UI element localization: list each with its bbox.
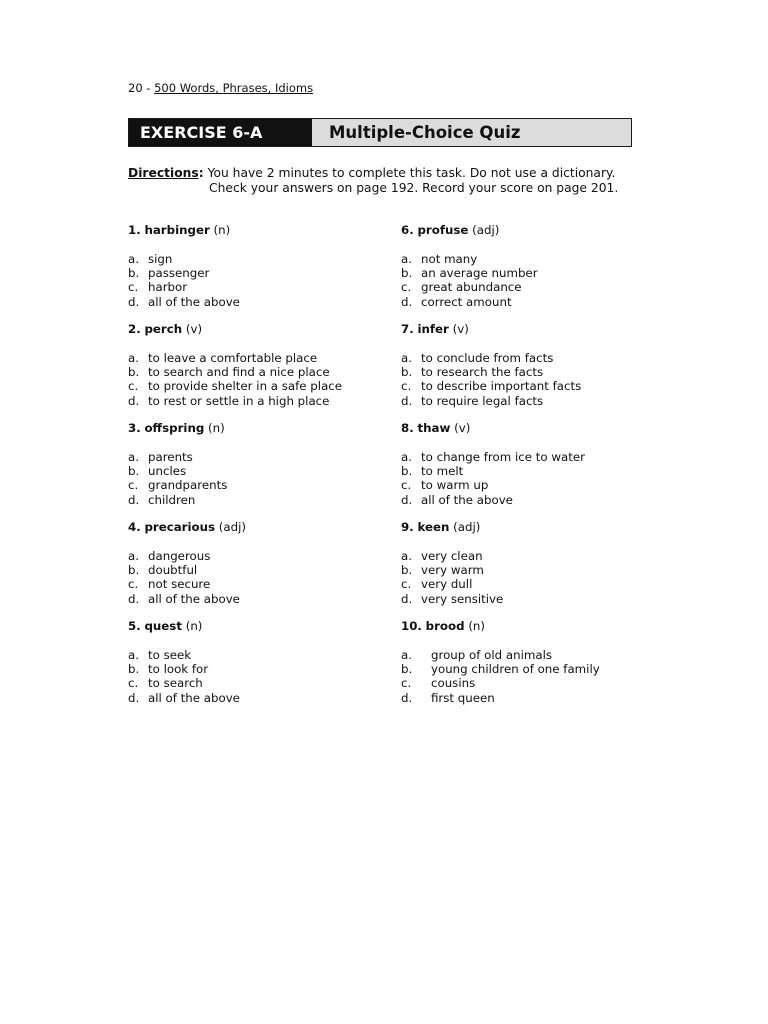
option-list [128, 549, 388, 606]
question-heading [128, 321, 388, 337]
option-letter: c. [128, 379, 139, 394]
option-text: to seek [148, 648, 192, 662]
question [128, 321, 388, 420]
option-letter: c. [401, 676, 412, 691]
question-number: 10. [401, 619, 422, 633]
option-letter: a. [401, 351, 412, 365]
option-text: sign [148, 252, 173, 266]
question-word: infer [417, 322, 449, 336]
option-text: first queen [431, 690, 495, 705]
answer-option [128, 450, 388, 464]
answer-option [128, 295, 388, 309]
option-list [128, 351, 388, 408]
question-heading [401, 519, 661, 535]
option-text: all of the above [421, 492, 513, 507]
option-letter: a. [401, 252, 412, 266]
option-list [401, 549, 661, 606]
answer-option [128, 379, 388, 393]
option-letter: d. [128, 294, 140, 309]
option-letter: d. [401, 591, 413, 606]
answer-option [401, 351, 661, 365]
option-text: an average number [421, 266, 538, 281]
option-list [128, 252, 388, 309]
answer-option [401, 691, 661, 705]
directions-line2: Check your answers on page 192. Record your score on page 201. [209, 181, 619, 195]
answer-option [401, 592, 661, 606]
book-title: 500 Words, Phrases, Idioms [154, 81, 314, 95]
option-text: to warm up [421, 478, 489, 493]
right-column [401, 222, 661, 717]
option-letter: c. [401, 379, 412, 394]
answer-option [128, 464, 388, 478]
running-head [128, 81, 313, 95]
answer-option [128, 478, 388, 492]
directions-colon: : [198, 166, 204, 180]
answer-option [401, 549, 661, 563]
answer-option [401, 280, 661, 294]
option-letter: b. [401, 662, 413, 677]
page-number: 20 - [128, 81, 155, 95]
option-list [128, 450, 388, 507]
answer-option [401, 676, 661, 690]
option-text: great abundance [421, 280, 522, 295]
part-of-speech: (v) [448, 322, 469, 336]
answer-option [128, 280, 388, 294]
option-letter: d. [128, 393, 140, 408]
option-letter: c. [128, 478, 139, 493]
option-letter: b. [401, 563, 413, 578]
option-text: to research the facts [421, 365, 544, 380]
answer-option [401, 493, 661, 507]
option-list [401, 450, 661, 507]
option-letter: a. [128, 450, 139, 464]
question-word: perch [144, 322, 183, 336]
answer-option [128, 662, 388, 676]
question [128, 420, 388, 519]
option-text: all of the above [148, 690, 240, 705]
question-word: brood [425, 619, 465, 633]
part-of-speech: (n) [181, 619, 203, 633]
option-text: to provide shelter in a safe place [148, 379, 343, 394]
answer-option [401, 478, 661, 492]
option-letter: c. [401, 577, 412, 592]
answer-option [401, 379, 661, 393]
answer-option [401, 648, 661, 662]
option-text: grandparents [148, 478, 228, 493]
option-text: to search and find a nice place [148, 365, 330, 380]
part-of-speech: (v) [182, 322, 203, 336]
part-of-speech: (adj) [468, 223, 500, 237]
option-letter: c. [401, 478, 412, 493]
answer-option [401, 266, 661, 280]
answer-option [401, 295, 661, 309]
answer-option [128, 577, 388, 591]
question-number: 4. [128, 520, 141, 534]
answer-option [128, 691, 388, 705]
option-text: young children of one family [431, 662, 600, 677]
option-letter: c. [128, 280, 139, 295]
option-letter: b. [128, 266, 140, 281]
question-number: 5. [128, 619, 141, 633]
option-text: to conclude from facts [421, 351, 554, 365]
part-of-speech: (v) [450, 421, 471, 435]
question [401, 519, 661, 618]
option-text: to change from ice to water [421, 450, 585, 464]
option-letter: c. [401, 280, 412, 295]
option-letter: a. [401, 648, 412, 662]
question-heading [128, 222, 388, 238]
left-column [128, 222, 388, 717]
option-list [401, 351, 661, 408]
question [401, 420, 661, 519]
question-heading [401, 321, 661, 337]
option-letter: a. [401, 549, 412, 563]
option-letter: a. [401, 450, 412, 464]
question-word: keen [417, 520, 450, 534]
option-text: passenger [148, 266, 210, 281]
answer-option [128, 365, 388, 379]
question-word: quest [144, 619, 182, 633]
part-of-speech: (adj) [215, 520, 247, 534]
question-number: 3. [128, 421, 141, 435]
question-word: precarious [144, 520, 216, 534]
option-text: very warm [421, 563, 484, 578]
question [401, 321, 661, 420]
option-text: harbor [148, 280, 188, 295]
answer-option [128, 592, 388, 606]
option-letter: b. [401, 464, 413, 479]
option-letter: b. [128, 563, 140, 578]
question-word: offspring [144, 421, 205, 435]
option-text: very clean [421, 549, 483, 563]
question-word: profuse [417, 223, 469, 237]
option-letter: c. [128, 577, 139, 592]
answer-option [128, 266, 388, 280]
option-letter: b. [401, 266, 413, 281]
answer-option [401, 464, 661, 478]
answer-option [128, 676, 388, 690]
option-letter: d. [128, 492, 140, 507]
option-letter: d. [401, 294, 413, 309]
option-text: not secure [148, 577, 211, 592]
question-number: 8. [401, 421, 414, 435]
option-list [401, 252, 661, 309]
question [128, 618, 388, 717]
question [128, 222, 388, 321]
option-text: correct amount [421, 294, 512, 309]
option-text: to look for [148, 662, 209, 677]
option-text: group of old animals [431, 648, 552, 662]
option-letter: c. [128, 676, 139, 691]
answer-option [401, 563, 661, 577]
question-word: harbinger [144, 223, 210, 237]
option-text: to melt [421, 464, 464, 479]
part-of-speech: (n) [204, 421, 225, 435]
answer-option [401, 662, 661, 676]
answer-option [401, 394, 661, 408]
question-heading [401, 420, 661, 436]
answer-option [128, 252, 388, 266]
option-text: doubtful [148, 563, 198, 578]
option-text: to describe important facts [421, 379, 582, 394]
exercise-label: EXERCISE 6-A [129, 119, 312, 146]
option-text: very sensitive [421, 591, 504, 606]
question-number: 7. [401, 322, 414, 336]
option-letter: a. [128, 648, 139, 662]
option-text: to search [148, 676, 203, 691]
answer-option [128, 648, 388, 662]
option-text: children [148, 492, 196, 507]
option-letter: a. [128, 549, 139, 563]
option-text: to require legal facts [421, 393, 544, 408]
option-text: dangerous [148, 549, 211, 563]
answer-option [401, 252, 661, 266]
part-of-speech: (n) [209, 223, 231, 237]
directions-line1: You have 2 minutes to complete this task. Do not use a dictionary. [203, 166, 616, 180]
answer-option [401, 577, 661, 591]
option-letter: a. [128, 351, 139, 365]
option-list [128, 648, 388, 705]
option-letter: a. [128, 252, 139, 266]
question-heading [128, 618, 388, 634]
answer-option [128, 394, 388, 408]
question-number: 9. [401, 520, 414, 534]
answer-option [128, 549, 388, 563]
option-letter: d. [128, 591, 140, 606]
option-letter: d. [401, 393, 413, 408]
question-heading [128, 519, 388, 535]
option-text: to rest or settle in a high place [148, 393, 330, 408]
option-letter: b. [128, 365, 140, 380]
option-text: all of the above [148, 591, 240, 606]
question-heading [128, 420, 388, 436]
option-letter: b. [128, 662, 140, 677]
option-text: to leave a comfortable place [148, 351, 318, 365]
option-letter: d. [401, 690, 413, 705]
option-text: cousins [431, 676, 476, 691]
question-number: 1. [128, 223, 141, 237]
option-letter: b. [128, 464, 140, 479]
option-text: uncles [148, 464, 187, 479]
option-text: all of the above [148, 294, 240, 309]
question-heading [401, 222, 661, 238]
option-letter: d. [401, 492, 413, 507]
option-letter: b. [401, 365, 413, 380]
question [401, 222, 661, 321]
question-number: 2. [128, 322, 141, 336]
question [401, 618, 661, 717]
directions [128, 166, 618, 196]
answer-option [128, 563, 388, 577]
answer-option [128, 351, 388, 365]
option-text: very dull [421, 577, 473, 592]
title-bar [128, 118, 632, 147]
question-word: thaw [417, 421, 451, 435]
answer-option [401, 365, 661, 379]
directions-label: Directions [128, 166, 199, 180]
part-of-speech: (n) [464, 619, 486, 633]
answer-option [128, 493, 388, 507]
part-of-speech: (adj) [449, 520, 481, 534]
option-text: parents [148, 450, 193, 464]
question-heading [401, 618, 661, 634]
question-number: 6. [401, 223, 414, 237]
option-letter: d. [128, 690, 140, 705]
option-list [401, 648, 661, 705]
question [128, 519, 388, 618]
answer-option [401, 450, 661, 464]
option-text: not many [421, 252, 478, 266]
quiz-title: Multiple-Choice Quiz [312, 119, 631, 146]
